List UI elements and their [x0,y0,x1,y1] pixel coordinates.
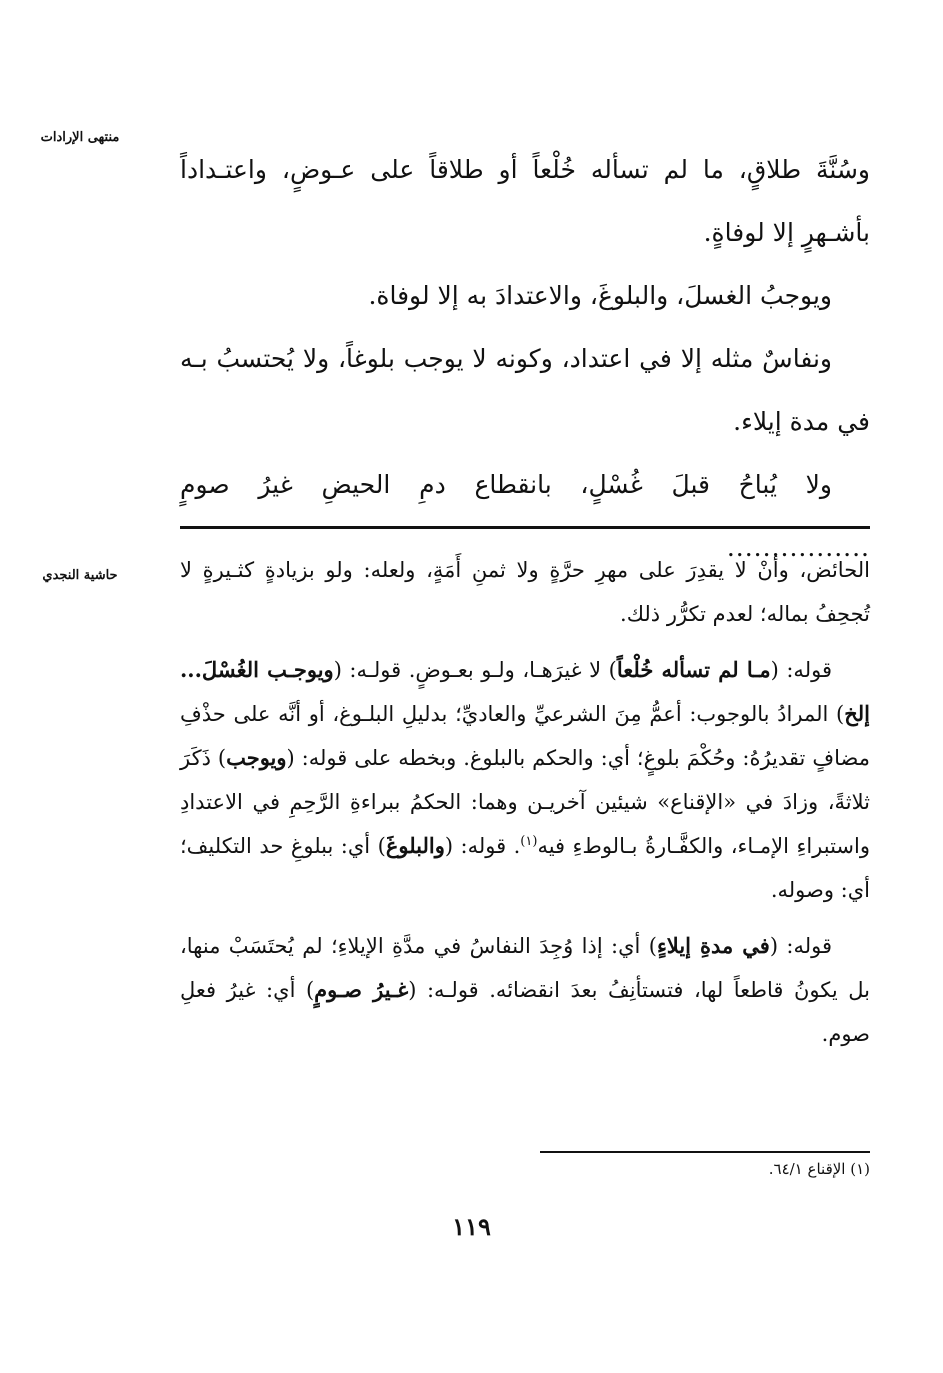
hashiya-paragraph [180,648,870,912]
hashiya-text [180,548,870,1068]
text-run: ) أي: غيرُ فعلِ صوم. [180,978,870,1046]
text-run: ) أي: إذا وُجِدَ النفاسُ في مدَّةِ الإيلاءِ؛ لم يُحتَسَبْ منها، بل يكونُ قاطعاً لها، فتستأنِفُ بعدَ انقضائه. قولـه: ( [180,934,870,1002]
text-run: ) المرادُ بالوجوب: أعمُّ مِنَ الشرعيِّ والعاديِّ؛ بدليلِ البلـوغ، أو أنَّه على حذْفِ مضافٍ تقديرُهُ: وحُكْمَ بلوغٍ؛ أي: والحكم بالبلوغ. وبخطه على قوله: ( [180,702,870,770]
page-number: ١١٩ [452,1212,491,1241]
section-divider [180,526,870,529]
text-run: قوله: ( [770,658,832,682]
hashiya-paragraph: الحائض، وأنْ لا يقدِرَ على مهرِ حرَّةٍ ولا ثمنِ أَمَةٍ، ولعله: ولو بزيادةٍ كثـيرةٍ لا تُجحِفُ بماله؛ لعدم تكرُّر ذلك. [180,558,870,626]
footnote-ref: (١) [520,834,538,849]
quoted-matn: مـا لم تسأله خُلْعاً [616,657,771,682]
footnote: (١) الإقناع ٦٤/١. [768,1160,870,1178]
text-run: قوله: ( [769,934,832,958]
quoted-matn: والبلوغَ [385,833,445,858]
matn-line: وسُنَّةَ طلاقٍ، ما لم تسأله خُلْعاً أو طلاقاً على عـوضٍ، واعتـداداً بأشـهرٍ إلا لوفاةٍ. [180,155,870,247]
hashiya-paragraph [180,924,870,1056]
text-run: ) ذَكَرَ ثلاثةً، وزادَ في «الإقناع» شيئين آخريـن وهما: الحكمُ ببراءةِ الرَّحِمِ في الاعتدادِ واستبراءِ الإمـاء، والكفَّـارةُ بـالوطءِ فيه [180,746,870,858]
text-run: ) أي: ببلوغِ حد التكليف؛ أي: وصوله. [180,834,870,902]
text-run: . قوله: ( [444,834,521,858]
text-run: ) لا غيرَهـا، ولـو بعـوضٍ. قولـه: ( [333,658,617,682]
matn-text [180,138,870,579]
matn-line-text: ولا يُباحُ قبلَ غُسْلٍ، بانقطاع دمِ الحيضِ غيرُ صومٍ [180,470,832,499]
margin-label-hashiya: حاشية النجدي [42,568,118,583]
ellipsis-dots: ................ [726,533,870,562]
quoted-matn: غـيرُ صـومٍ [314,977,409,1002]
quoted-matn: ويوجـب الغُسْلَ... إلخ [180,657,870,726]
margin-label-matn: منتهى الإرادات [40,130,120,145]
quoted-matn: في مدةِ إيلاءٍ [656,933,770,958]
quoted-matn: ويوجب [226,745,287,770]
matn-line: ونفاسٌ مثله إلا في اعتداد، وكونه لا يوجب بلوغاً، ولا يُحتسبُ بـه في مدة إيلاء. [180,344,870,436]
footnote-divider [540,1151,870,1153]
matn-line: ويوجبُ الغسلَ، والبلوغَ، والاعتدادَ به إلا لوفاة. [368,281,832,310]
